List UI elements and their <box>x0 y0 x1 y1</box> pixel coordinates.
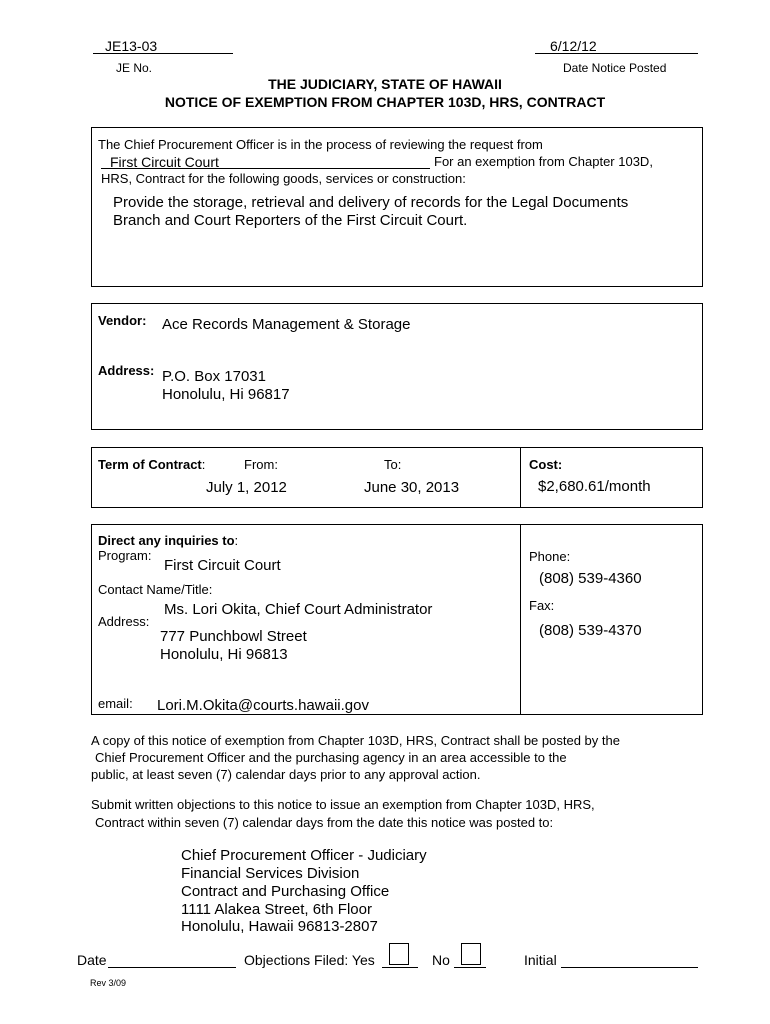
page-title-line1: THE JUDICIARY, STATE OF HAWAII <box>268 76 502 92</box>
vendor-label: Vendor: <box>98 313 147 328</box>
program-name: First Circuit Court <box>164 557 281 574</box>
term-to-date: June 30, 2013 <box>364 479 460 496</box>
term-from-date: July 1, 2012 <box>206 479 287 496</box>
program-label: Program: <box>98 548 152 563</box>
requester-name: First Circuit Court <box>110 154 219 170</box>
email-value[interactable]: Lori.M.Okita@courts.hawaii.gov <box>157 697 369 714</box>
request-description-line1: Provide the storage, retrieval and delivery of records for the Legal Documents <box>113 194 629 211</box>
footer-date-label: Date <box>77 952 107 968</box>
contact-name: Ms. Lori Okita, Chief Court Administrator <box>164 601 433 618</box>
vendor-address-label: Address: <box>98 363 155 378</box>
initial-field[interactable] <box>561 967 698 968</box>
cost-value: $2,680.61/month <box>538 478 651 495</box>
term-to-label: To: <box>384 457 402 472</box>
term-divider <box>520 447 521 508</box>
request-intro-line3: HRS, Contract for the following goods, services or construction: <box>101 171 466 186</box>
term-from-label: From: <box>244 457 278 472</box>
initial-label: Initial <box>524 952 557 968</box>
inquiries-box <box>91 524 703 715</box>
request-description-line2: Branch and Court Reporters of the First Circuit Court. <box>113 212 468 229</box>
je-number: JE13-03 <box>105 38 158 54</box>
request-intro-cont: For an exemption from Chapter 103D, <box>434 154 653 169</box>
fax-label: Fax: <box>529 598 555 613</box>
term-label <box>98 457 205 472</box>
revision-label: Rev 3/09 <box>90 978 127 988</box>
objections-no-checkbox[interactable] <box>461 943 481 965</box>
je-number-label: JE No. <box>116 61 153 75</box>
phone-value: (808) 539-4360 <box>539 570 642 587</box>
no-underline <box>454 967 486 968</box>
je-number-underline <box>93 53 233 54</box>
notice-para1-line1: A copy of this notice of exemption from Chapter 103D, HRS, Contract shall be posted by the <box>91 733 620 748</box>
cost-label: Cost: <box>529 457 563 472</box>
inquiries-heading-colon: : <box>234 533 239 548</box>
vendor-address-line2: Honolulu, Hi 96817 <box>162 386 290 403</box>
office-line3: Contract and Purchasing Office <box>181 883 390 900</box>
notice-para1-line2: Chief Procurement Officer and the purchasing agency in an area accessible to the <box>95 750 567 765</box>
inquiries-divider <box>520 524 521 715</box>
fax-value: (808) 539-4370 <box>539 622 642 639</box>
phone-label: Phone: <box>529 549 571 564</box>
vendor-address-line1: P.O. Box 17031 <box>162 368 266 385</box>
date-posted-underline <box>535 53 698 54</box>
date-posted: 6/12/12 <box>550 38 597 54</box>
page-title-line2: NOTICE OF EXEMPTION FROM CHAPTER 103D, HRS, CONTRACT <box>164 94 606 110</box>
no-label: No <box>432 952 450 968</box>
email-label: email: <box>98 696 133 711</box>
inquiries-heading <box>98 533 238 548</box>
objections-label: Objections Filed: Yes <box>244 952 375 968</box>
notice-para2-line2: Contract within seven (7) calendar days from the date this notice was posted to: <box>95 815 554 830</box>
office-line2: Financial Services Division <box>181 865 360 882</box>
inquiries-heading-text: Direct any inquiries to <box>98 533 235 548</box>
term-label-colon: : <box>201 457 206 472</box>
objections-yes-checkbox[interactable] <box>389 943 409 965</box>
office-line5: Honolulu, Hawaii 96813-2807 <box>181 918 378 935</box>
yes-underline <box>382 967 418 968</box>
notice-para1-line3: public, at least seven (7) calendar days prior to any approval action. <box>91 767 481 782</box>
request-intro: The Chief Procurement Officer is in the process of reviewing the request from <box>98 137 543 152</box>
notice-para2-line1: Submit written objections to this notice to issue an exemption from Chapter 103D, HRS, <box>91 797 595 812</box>
contact-label: Contact Name/Title: <box>98 582 213 597</box>
vendor-name: Ace Records Management & Storage <box>162 316 411 333</box>
office-line4: 1111 Alakea Street, 6th Floor <box>181 901 372 918</box>
term-label-text: Term of Contract <box>98 457 202 472</box>
office-line1: Chief Procurement Officer - Judiciary <box>181 847 427 864</box>
date-posted-label: Date Notice Posted <box>563 61 667 75</box>
inquiries-address-label: Address: <box>98 614 150 629</box>
inquiries-address-line1: 777 Punchbowl Street <box>160 628 307 645</box>
footer-date-field[interactable] <box>108 967 236 968</box>
inquiries-address-line2: Honolulu, Hi 96813 <box>160 646 288 663</box>
